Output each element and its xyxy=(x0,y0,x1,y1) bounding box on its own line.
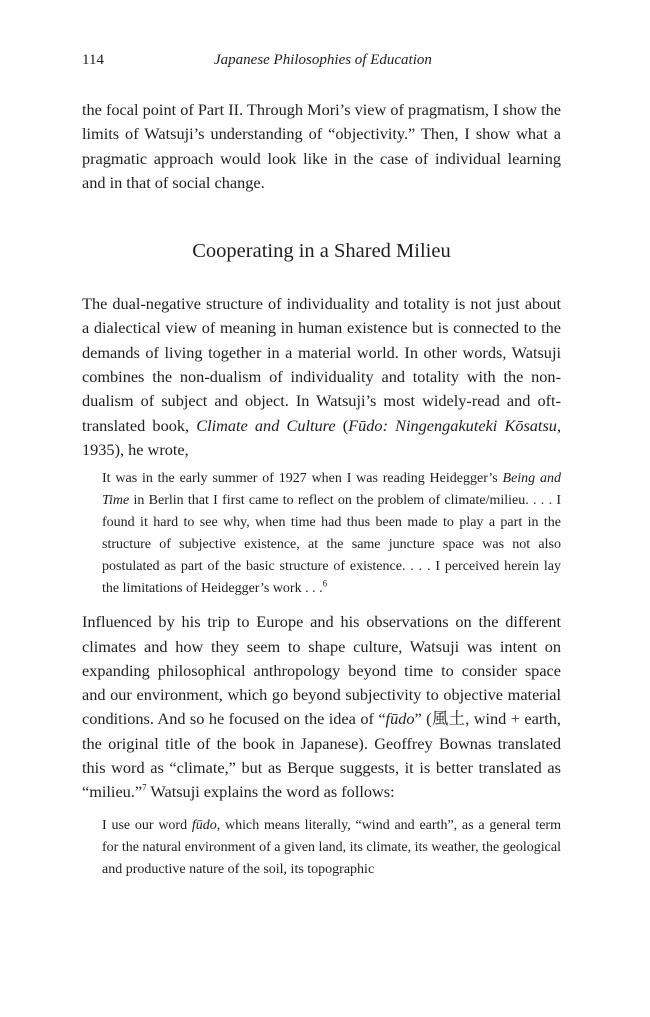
book-title-climate-and-culture: Climate and Culture xyxy=(196,415,336,435)
paragraph-3-text-a: Influenced by his trip to Europe and his observations on the different climates and how they seem to shape culture, Watsuji was intent on expanding philosophical anthropology beyond time to consider space and our environment, which go beyond subjectivity to objective material conditions. And so he focused on the idea of “ xyxy=(82,612,561,729)
paragraph-2-text-c: , 1935), he wrote, xyxy=(82,415,562,459)
footnote-marker-7: 7 xyxy=(142,782,147,793)
paragraph-2-text-b: ( xyxy=(335,415,349,435)
footnote-marker-6: 6 xyxy=(322,578,328,589)
block-quote-2 xyxy=(102,815,561,881)
paragraph-3-text-b: ” (風土, wind + earth, the original title of the book in Japanese). Geoffrey Bownas translated this word as “climate,” but as Berque suggests, it is better translated as “milieu.” xyxy=(82,709,561,802)
quote-2-text-b: , which means literally, “wind and earth”, as a general term for the natural environment of a given land, its climate, its weather, the geological and productive nature of the soil, its topographic xyxy=(102,817,561,877)
body-text xyxy=(82,98,561,891)
quote-2-text-a: I use our word xyxy=(102,817,192,833)
term-fudo: fūdo xyxy=(385,709,415,729)
japanese-book-title: Fūdo: Ningengakuteki Kōsatsu xyxy=(348,415,557,435)
paragraph-2 xyxy=(82,292,561,462)
paragraph-1 xyxy=(82,98,561,195)
running-title: Japanese Philosophies of Education xyxy=(214,52,432,68)
running-head xyxy=(82,52,562,74)
quote-2-term-fudo: fūdo xyxy=(191,817,217,833)
book-title-being-and-time: Being and Time xyxy=(102,471,561,509)
page-number: 114 xyxy=(82,52,104,68)
paragraph-3-text-c: Watsuji explains the word as follows: xyxy=(146,782,395,802)
quote-1-text-a: It was in the early summer of 1927 when I was reading Heidegger’s xyxy=(102,471,503,487)
paragraph-3 xyxy=(82,610,561,804)
block-quote-1 xyxy=(102,468,561,600)
section-heading: Cooperating in a Shared Milieu xyxy=(192,240,451,263)
paragraph-2-text-a: The dual-negative structure of individuality and totality is not just about a dialectical view of meaning in human existence but is connected to the demands of living together in a material world. In other words, Watsuji combines the non-dualism of individuality and totality with the non-dualism of subject and object. In Watsuji’s most widely-read and oft-translated book, xyxy=(82,294,561,435)
quote-1-text-b: in Berlin that I first came to reflect on the problem of climate/milieu. . . . I found it hard to see why, when time had thus been made to play a part in the structure of subjective existence, at the same juncture space was not also postulated as part of the basic structure of existence. . . . I perceived herein lay the limitations of Heidegger’s work . . . xyxy=(102,493,561,597)
paragraph-1-text: the focal point of Part II. Through Mori’s view of pragmatism, I show the limits of Watsuji’s understanding of “objectivity.” Then, I show what a pragmatic approach would look like in the case of individual learning and in that of social change. xyxy=(82,100,561,192)
